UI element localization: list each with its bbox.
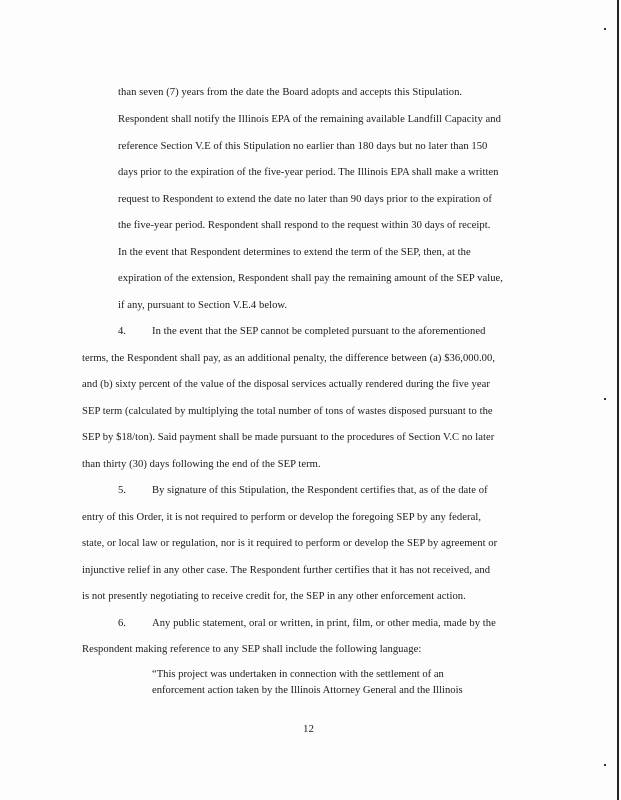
text-line: Respondent shall notify the Illinois EPA of the remaining available Landfill Capacity and <box>118 114 501 125</box>
text-line: than thirty (30) days following the end of the SEP term. <box>82 459 321 470</box>
text-line: state, or local law or regulation, nor is it required to perform or develop the SEP by agreement or <box>82 538 498 549</box>
paragraph-number: 5. <box>118 485 126 496</box>
text-line: days prior to the expiration of the five-year period. The Illinois EPA shall make a written <box>118 167 499 178</box>
paragraph-number: 4. <box>118 326 126 337</box>
text-line: expiration of the extension, Respondent shall pay the remaining amount of the SEP value, <box>118 273 504 284</box>
text-line: request to Respondent to extend the date no later than 90 days prior to the expiration of <box>118 194 492 205</box>
text-line: reference Section V.E of this Stipulation no earlier than 180 days but no later than 150 <box>118 141 488 152</box>
text-line: injunctive relief in any other case. The Respondent further certifies that it has not received, and <box>82 565 491 576</box>
scan-speck <box>604 398 606 400</box>
text-line: the five-year period. Respondent shall respond to the request within 30 days of receipt. <box>118 220 491 231</box>
text-line: is not presently negotiating to receive credit for, the SEP in any other enforcement action. <box>82 591 466 602</box>
scan-speck <box>604 28 606 30</box>
text-line: and (b) sixty percent of the value of the disposal services actually rendered during the five year <box>82 379 490 390</box>
text-line: In the event that Respondent determines to extend the term of the SEP, then, at the <box>118 247 471 258</box>
page-edge-shadow <box>617 0 619 800</box>
text-line: By signature of this Stipulation, the Respondent certifies that, as of the date of <box>152 485 488 496</box>
text-line: terms, the Respondent shall pay, as an additional penalty, the difference between (a) $36,000.00, <box>82 353 496 364</box>
text-line: entry of this Order, it is not required to perform or develop the foregoing SEP by any federal, <box>82 512 482 523</box>
quote-line: “This project was undertaken in connection with the settlement of an <box>152 669 444 680</box>
text-line: SEP by $18/ton). Said payment shall be made pursuant to the procedures of Section V.C no later <box>82 432 495 443</box>
text-line: Any public statement, oral or written, in print, film, or other media, made by the <box>152 618 496 629</box>
scan-speck <box>604 764 606 766</box>
paragraph-number: 6. <box>118 618 126 629</box>
text-line: SEP term (calculated by multiplying the total number of tons of wastes disposed pursuant to the <box>82 406 493 417</box>
text-line: Respondent making reference to any SEP shall include the following language: <box>82 644 422 655</box>
text-line: than seven (7) years from the date the Board adopts and accepts this Stipulation. <box>118 87 463 98</box>
quote-line: enforcement action taken by the Illinois Attorney General and the Illinois <box>152 685 463 696</box>
text-line: if any, pursuant to Section V.E.4 below. <box>118 300 288 311</box>
text-line: In the event that the SEP cannot be completed pursuant to the aforementioned <box>152 326 486 337</box>
page-number: 12 <box>303 723 314 735</box>
